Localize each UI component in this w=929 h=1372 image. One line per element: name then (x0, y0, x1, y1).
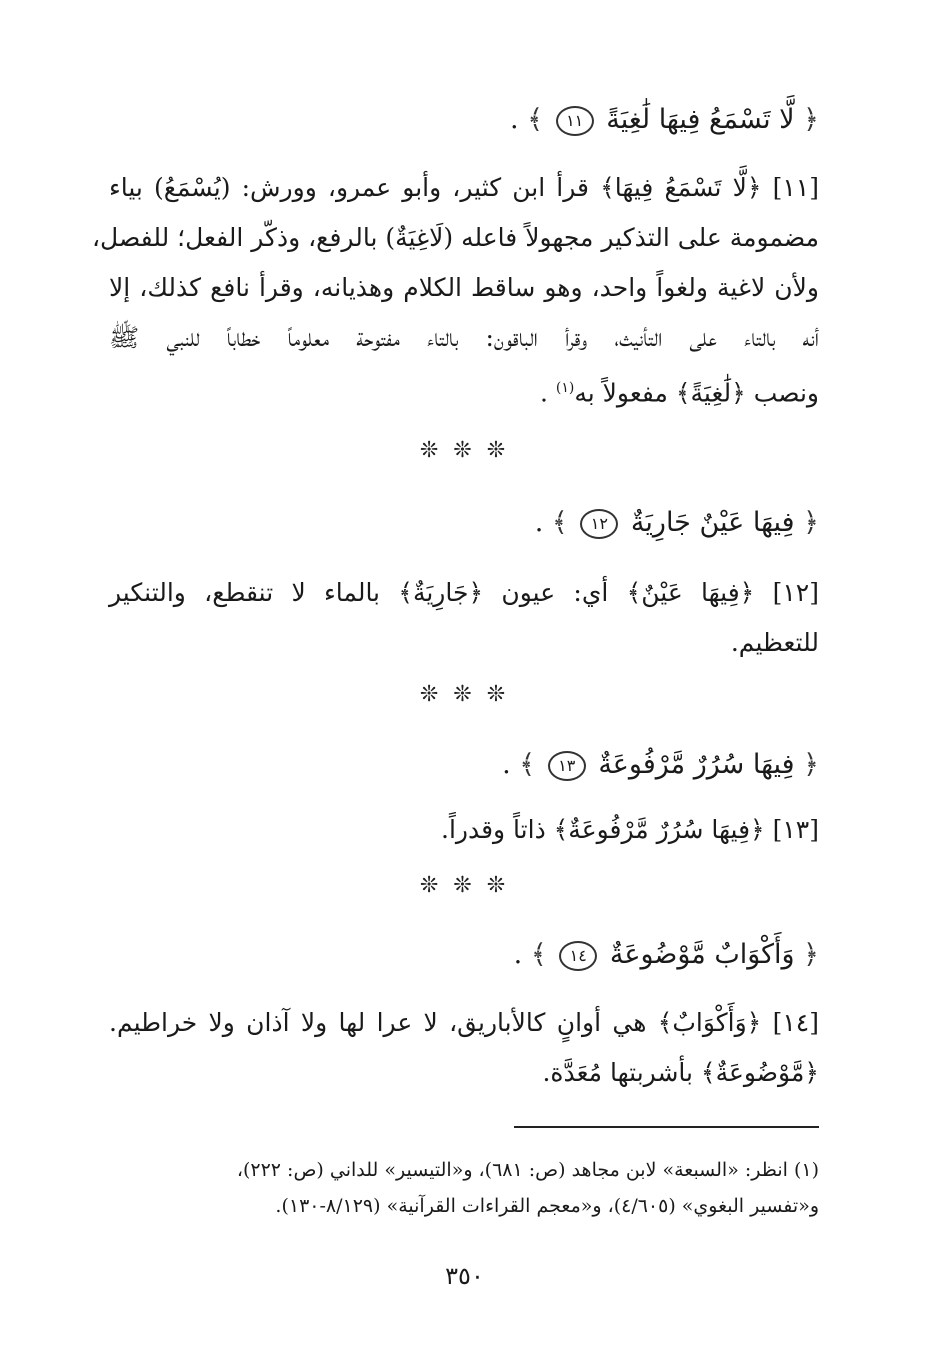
verse-number-badge: ١١ (556, 106, 594, 136)
commentary-line: ﴿مَّوْضُوعَةٌ﴾ بأشربتها مُعَدَّة. (542, 1058, 819, 1087)
bracket-open-icon: ﴿ (803, 939, 819, 970)
commentary-line: أنه بالتاء على التأنيث، وقرأ الباقون: بالتاء مفتوحة معلوماً خطاباً للنبي ﷺ (109, 323, 819, 352)
bracket-open-icon: ﴿ (803, 104, 819, 135)
verse-text: لَّا تَسْمَعُ فِيهَا لَٰغِيَةً (606, 104, 795, 135)
commentary-12 (109, 568, 819, 668)
verse-text: فِيهَا سُرُرٌ مَّرْفُوعَةٌ (598, 749, 795, 780)
verse-12: ﴿ فِيهَا عَيْنٌ جَارِيَةٌ ١٢ ﴾ . (534, 507, 819, 538)
verse-13: ﴿ فِيهَا سُرُرٌ مَّرْفُوعَةٌ ١٣ ﴾ . (502, 749, 819, 780)
bracket-open-icon: ﴿ (803, 749, 819, 780)
commentary-11 (91, 163, 819, 418)
commentary-13 (109, 805, 819, 855)
bracket-close-icon: ﴾ (519, 749, 536, 780)
bracket-close-icon: ﴾ (551, 507, 568, 538)
commentary-line: [١٣] ﴿فِيهَا سُرُرٌ مَّرْفُوعَةٌ﴾ ذاتاً وقدراً. (441, 815, 819, 844)
verse-11: ﴿ لَّا تَسْمَعُ فِيهَا لَٰغِيَةً ١١ ﴾ . (510, 104, 819, 135)
commentary-line: مضمومة على التذكير مجهولاً فاعله (لَاغِيَةٌ) بالرفع، وذكّر الفعل؛ للفصل، (91, 223, 819, 252)
verse-text: وَأَكْوَابٌ مَّوْضُوعَةٌ (609, 939, 795, 970)
verse-14: ﴿ وَأَكْوَابٌ مَّوْضُوعَةٌ ١٤ ﴾ . (513, 939, 819, 970)
page-number: ٣٥٠ (445, 1262, 484, 1290)
bracket-close-icon: ﴾ (530, 939, 547, 970)
footnote (109, 1152, 819, 1224)
bracket-open-icon: ﴿ (803, 507, 819, 538)
footnote-line: و«تفسير البغوي» (٤/٦٠٥)، و«معجم القراءات القرآنية» (٨/١٢٩-١٣٠). (275, 1195, 819, 1217)
verse-number-badge: ١٢ (580, 509, 618, 539)
footnote-divider (514, 1126, 819, 1128)
footnote-ref: (١) (555, 380, 575, 396)
verse-text: فِيهَا عَيْنٌ جَارِيَةٌ (630, 507, 795, 538)
commentary-line: ولأن لاغية ولغواً واحد، وهو ساقط الكلام وهذيانه، وقرأ نافع كذلك، إلا (109, 273, 819, 302)
bracket-close-icon: ﴾ (527, 104, 544, 135)
commentary-14 (109, 998, 819, 1098)
section-separator: ❊ ❊ ❊ (419, 438, 510, 463)
section-separator: ❊ ❊ ❊ (419, 682, 510, 707)
commentary-line: ونصب ﴿لَٰغِيَةً﴾ مفعولاً به$^{(١)}$ . (539, 378, 819, 408)
section-separator: ❊ ❊ ❊ (419, 873, 510, 898)
commentary-line: [١١] ﴿لَّا تَسْمَعُ فِيهَا﴾ قرأ ابن كثير، وأبو عمرو، وورش: (يُسْمَعُ) بياء (109, 173, 819, 202)
commentary-line: للتعظيم. (730, 628, 819, 657)
commentary-line: [١٢] ﴿فِيهَا عَيْنٌ﴾ أي: عيون ﴿جَارِيَةٌ﴾ بالماء لا تنقطع، والتنكير (109, 578, 819, 607)
verse-number-badge: ١٤ (559, 941, 597, 971)
commentary-line: [١٤] ﴿وَأَكْوَابٌ﴾ هي أوانٍ كالأباريق، لا عرا لها ولا آذان ولا خراطيم. (109, 1008, 819, 1037)
verse-number-badge: ١٣ (548, 751, 586, 781)
footnote-line: (١) انظر: «السبعة» لابن مجاهد (ص: ٦٨١)، و«التيسير» للداني (ص: ٢٢٢)، (236, 1159, 819, 1181)
